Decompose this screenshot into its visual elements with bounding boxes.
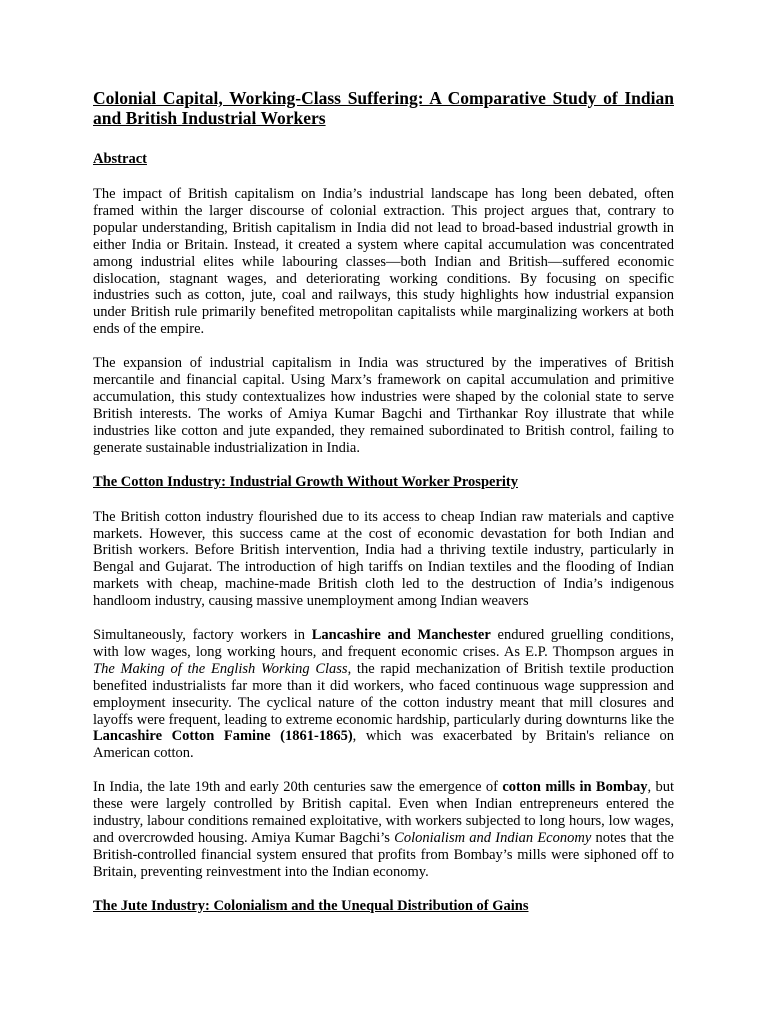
abstract-heading: Abstract (93, 151, 147, 167)
document-page (93, 88, 674, 933)
abstract-paragraph-1: The impact of British capitalism on India’s industrial landscape has long been debated, often framed within the larger discourse of colonial extraction. This project argues that, contrary to popular understanding, British capitalism in India did not lead to broad-based industrial growth in either India or Britain. Instead, it created a system where capital accumulation was concentrated among industrial elites while labouring classes—both Indian and British—suffered economic dislocation, stagnant wages, and deteriorating working conditions. By focusing on specific industries such as cotton, jute, coal and railways, this study highlights how industrial expansion under British rule primarily benefited metropolitan capitalists while marginalizing workers at both ends of the empire. (93, 186, 674, 338)
cotton-industry-heading: The Cotton Industry: Industrial Growth Without Worker Prosperity (93, 473, 518, 490)
document-title: Colonial Capital, Working-Class Suffering: A Comparative Study of Indian and British Industrial Workers (93, 88, 674, 128)
text-run: In India, the late 19th and early 20th centuries saw the emergence of (93, 779, 503, 796)
italic-run: The Making of the English Working Class (93, 660, 348, 677)
text-run: , but these were largely controlled by British capital. Even when Indian entrepreneurs entered the industry, labour conditions remained exploitative, with workers subjected to long hours, low wages, and overcrowded housing. Amiya Kumar Bagchi’s (93, 779, 675, 846)
text-run: , the rapid mechanization of British textile production benefited industrialists far more than it did workers, who faced continuous wage suppression and employment insecurity. The cyclical nature of the cotton industry meant that mill closures and layoffs were frequent, leading to extreme economic hardship, particularly during downturns like the (93, 660, 674, 728)
bold-run: cotton mills in Bombay (502, 779, 648, 796)
bold-run: Lancashire Cotton Famine (1861-1865) (93, 728, 353, 745)
cotton-paragraph-1: The British cotton industry flourished due to its access to cheap Indian raw materials and captive markets. However, this success came at the cost of economic devastation for both Indian and British workers. Before British intervention, India had a thriving textile industry, particularly in Bengal and Gujarat. The introduction of high tariffs on Indian textiles and the flooding of Indian markets with cheap, machine-made British cloth led to the destruction of India’s indigenous handloom industry, causing massive unemployment among Indian weavers (93, 508, 674, 610)
text-run: , which was exacerbated by Britain's reliance on American cotton. (93, 728, 674, 762)
cotton-paragraph-2 (93, 627, 674, 762)
jute-industry-heading: The Jute Industry: Colonialism and the Unequal Distribution of Gains (93, 897, 529, 914)
text-run: notes that the British-controlled financial system ensured that profits from Bombay’s mills were siphoned off to Britain, preventing reinvestment into the Indian economy. (93, 830, 674, 880)
text-run: Simultaneously, factory workers in (93, 627, 312, 644)
text-run: endured gruelling conditions, with low wages, long working hours, and frequent economic crises. As E.P. Thompson argues in (93, 627, 674, 660)
abstract-paragraph-2: The expansion of industrial capitalism in India was structured by the imperatives of British mercantile and financial capital. Using Marx’s framework on capital accumulation and primitive accumulation, this study contextualizes how industries were shaped by the colonial state to serve British interests. The works of Amiya Kumar Bagchi and Tirthankar Roy illustrate that while industries like cotton and jute expanded, they remained subordinated to British control, failing to generate sustainable industrialization in India. (93, 355, 674, 456)
italic-run: Colonialism and Indian Economy (394, 830, 592, 846)
cotton-paragraph-3 (93, 779, 674, 880)
bold-run: Lancashire and Manchester (311, 627, 491, 644)
